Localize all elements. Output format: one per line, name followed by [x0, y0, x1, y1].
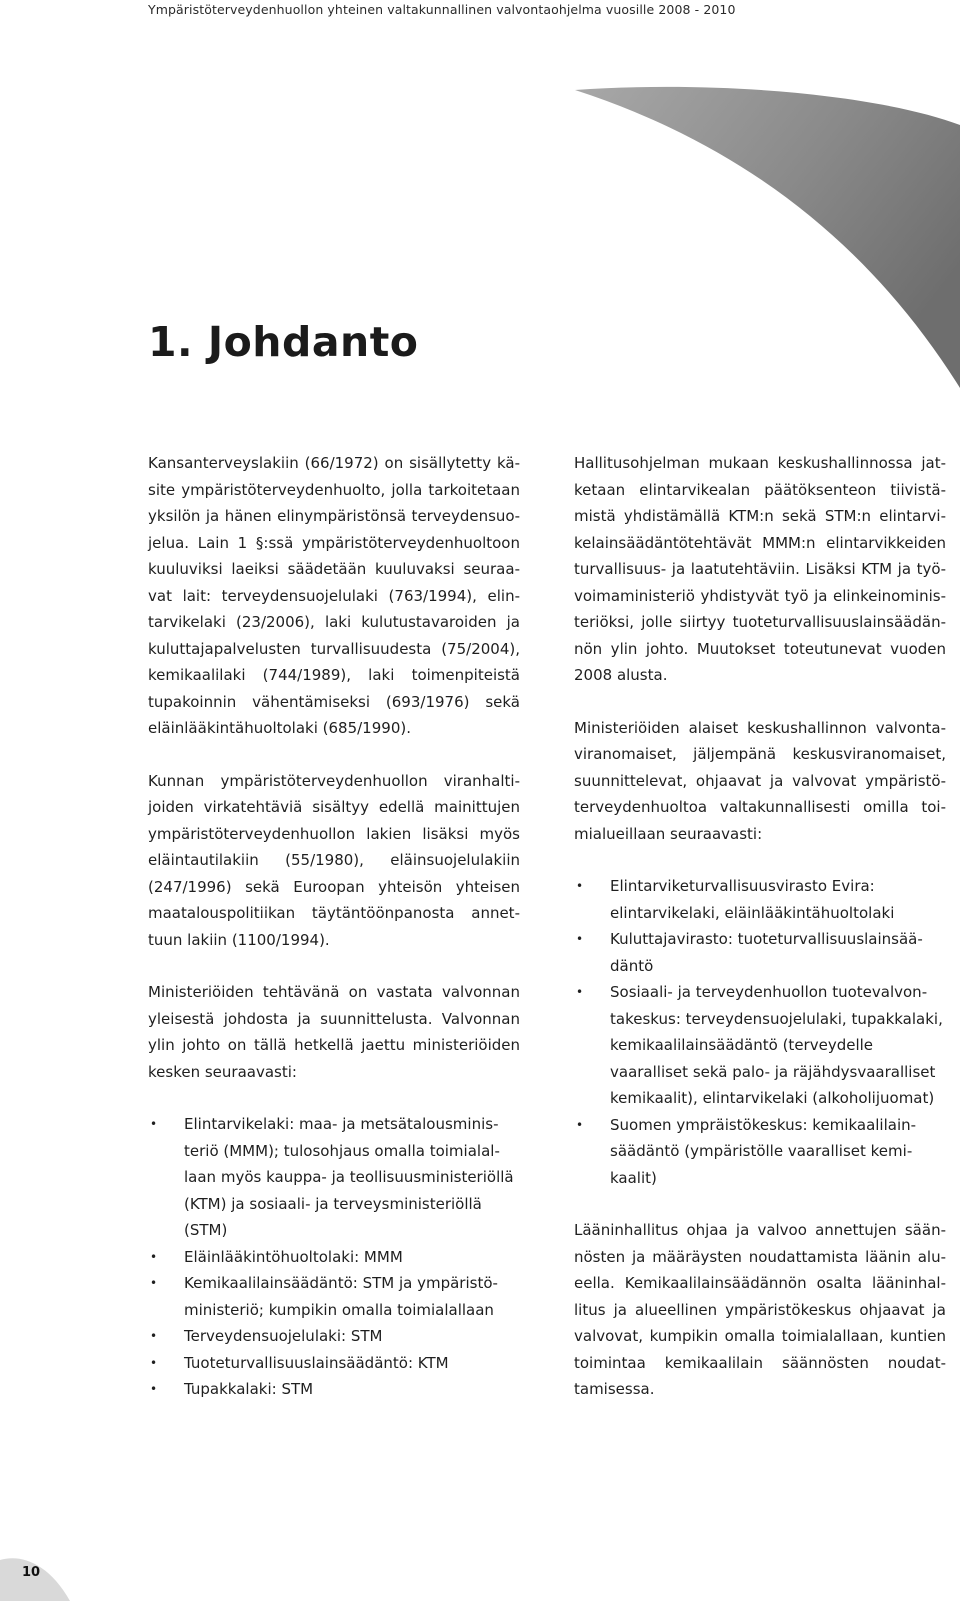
bullet-icon: • [150, 1382, 158, 1396]
list-item: • Suomen ympräistökeskus: kemikaalilainsäädäntö (ympäristölle vaaralliset kemikaalit) [574, 1112, 946, 1192]
bullet-icon: • [150, 1329, 158, 1343]
ministries-paragraph: Ministeriöiden tehtävänä on vastata valvonnan yleisestä johdosta ja suunnittelusta. Valvonnan ylin johto on tällä hetkellä jaettu ministeriöiden kesken seuraavasti: [148, 983, 520, 1081]
bullet-icon: • [576, 985, 584, 999]
list-item: • Elintarviketurvallisuusvirasto Evira: elintarvikelaki, eläinlääkintähuoltolaki [574, 873, 946, 926]
central-authority-list [574, 873, 946, 1191]
bullet-icon: • [150, 1249, 158, 1264]
ministry-responsibility-list [148, 1111, 520, 1403]
government-programme-paragraph: Hallitusohjelman mukaan keskushallinnossa jatketaan elintarvikealan päätöksenteon tiivistämistä yhdistämällä KTM:n sekä STM:n elintarvikelainsäädäntötehtävät MMM:n elintarvikkeiden turvallisuus- ja laatutehtäviin. Lisäksi KTM ja työvoimaministeriö yhdistyvät työ ja elinkeinoministeriöksi, jolle siirtyy tuoteturvallisuuslainsäädännön ylin johto. Muutokset toteutunevat vuoden 2008 alusta. [574, 454, 946, 684]
central-authorities-paragraph: Ministeriöiden alaiset keskushallinnon valvontaviranomaiset, jäljempänä keskusviranomaiset, suunnittelevat, ohjaavat ja valvovat ympäristöterveydenhuoltoa valtakunnallisesti omilla toimialueillaan seuraavasti: [574, 718, 946, 843]
bullet-icon: • [150, 1117, 158, 1131]
bullet-icon: • [576, 879, 584, 893]
bullet-icon: • [576, 1117, 584, 1132]
decorative-swoosh [0, 0, 960, 400]
list-item: • Terveydensuojelulaki: STM [148, 1323, 520, 1350]
bullet-icon: • [150, 1355, 158, 1370]
list-item: • Elintarvikelaki: maa- ja metsätalousministeriö (MMM); tulosohjaus omalla toimialallaan myös kauppa- ja teollisuusministeriöllä (KTM) ja sosiaali- ja terveysministeriöllä (STM) [148, 1111, 520, 1244]
left-column [148, 450, 520, 1429]
provincial-government-paragraph: Lääninhallitus ohjaa ja valvoo annettujen säännösten ja määräysten noudattamista läänin alueella. Kemikaalilainsäädännön osalta lääninhallitus ja alueellinen ympäristökeskus ohjaavat ja valvovat, kumpikin omalla toimialallaan, kuntien toimintaa kemikaalilain säännösten noudattamisessa. [574, 1221, 946, 1398]
list-item: • Sosiaali- ja terveydenhuollon tuotevalvontakeskus: terveydensuojelulaki, tupakkalaki, kemikaalilainsäädäntö (terveydelle vaaralliset sekä palo- ja räjähdysvaaralliset kemikaalit), elintarvikelaki (alkoholijuomat) [574, 979, 946, 1112]
intro-paragraph: Kansanterveyslakiin (66/1972) on sisällytetty käsite ympäristöterveydenhuolto, jolla tarkoitetaan yksilön ja hänen elinympäristönsä terveydensuojelua. Lain 1 §:ssä ympäristöterveydenhuoltoon kuuluviksi laeiksi säädetään kuuluvaksi seuraavat lait: terveydensuojelulaki (763/1994), elintarvikelaki (23/2006), laki kulutustavaroiden ja kuluttajapalvelusten turvallisuudesta (75/2004), kemikaalilaki (744/1989), laki toimenpiteistä tupakoinnin vähentämiseksi (693/1976) sekä eläinlääkintähuoltolaki (685/1990). [148, 454, 520, 737]
bullet-icon: • [150, 1276, 158, 1290]
bullet-icon: • [576, 932, 584, 946]
page-number: 10 [22, 1565, 41, 1580]
list-item: • Eläinlääkintöhuoltolaki: MMM [148, 1244, 520, 1271]
list-item: • Kemikaalilainsäädäntö: STM ja ympäristöministeriö; kumpikin omalla toimialallaan [148, 1270, 520, 1323]
running-header: Ympäristöterveydenhuollon yhteinen valtakunnallinen valvontaohjelma vuosille 2008 - 2010 [148, 2, 736, 17]
chapter-title: 1. Johdanto [148, 318, 419, 366]
list-item: • Tuoteturvallisuuslainsäädäntö: KTM [148, 1350, 520, 1377]
list-item: • Tupakkalaki: STM [148, 1376, 520, 1403]
list-item: • Kuluttajavirasto: tuoteturvallisuuslainsäädäntö [574, 926, 946, 979]
municipal-duties-paragraph: Kunnan ympäristöterveydenhuollon viranhaltijoiden virkatehtäviä sisältyy edellä mainittujen ympäristöterveydenhuollon lakien lisäksi myös eläintautilakiin (55/1980), eläinsuojelulakiin (247/1996) sekä Euroopan yhteisön yhteisen maatalouspolitiikan täytäntöönpanosta annettuun lakiin (1100/1994). [148, 771, 520, 949]
right-column [574, 450, 946, 1429]
